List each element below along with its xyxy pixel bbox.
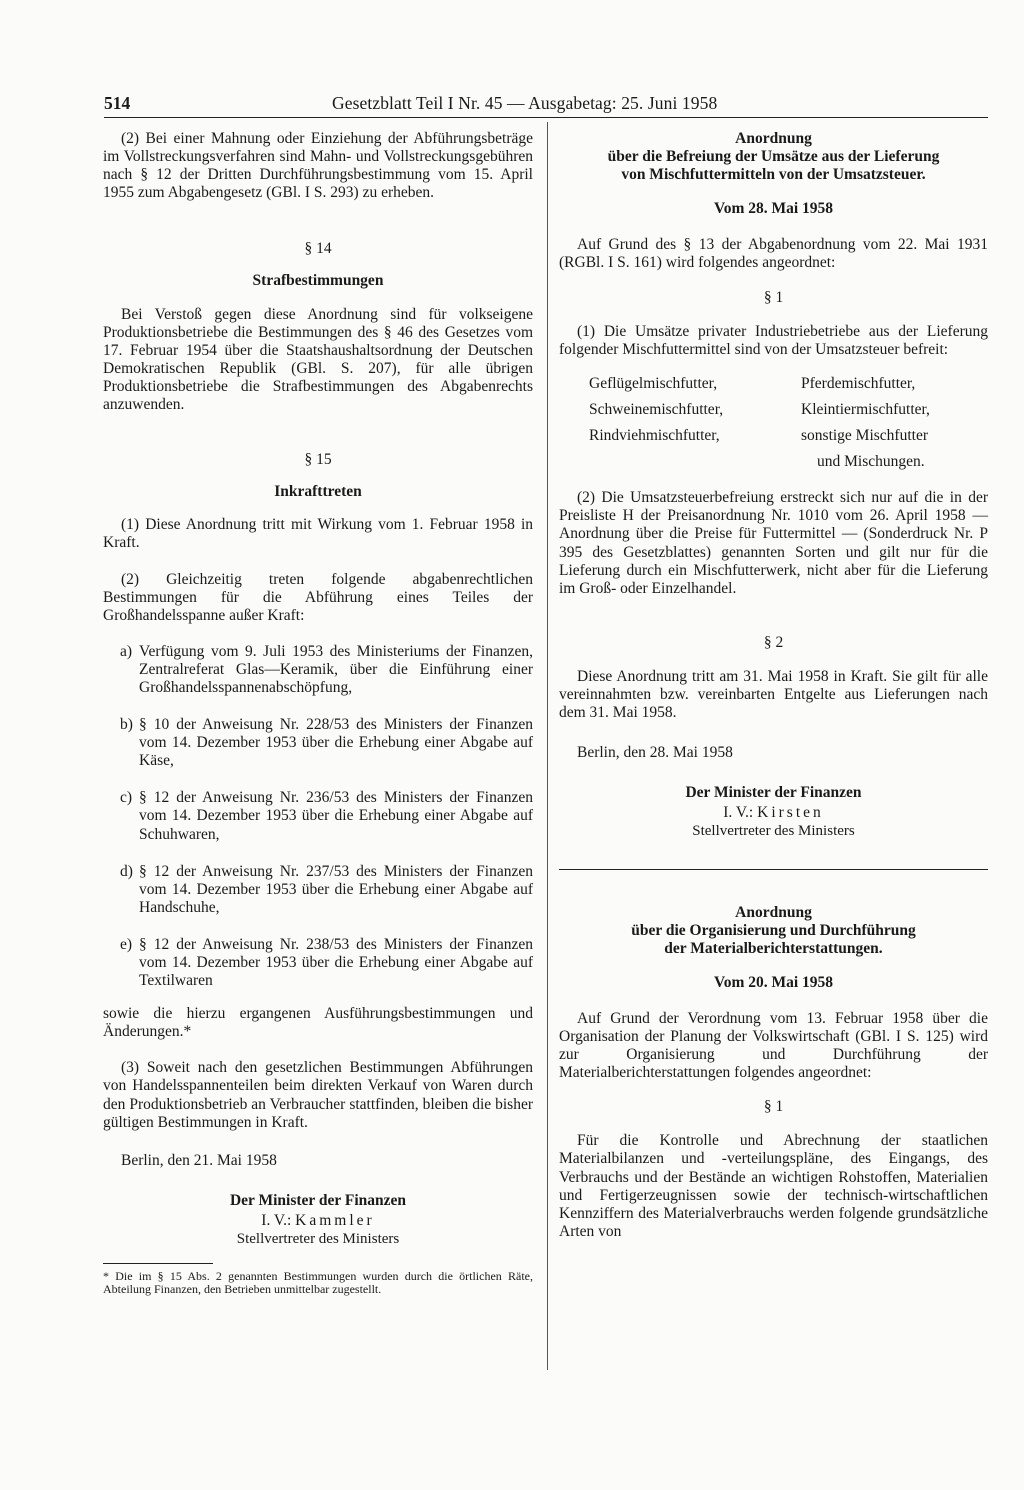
- right-column: [559, 130, 988, 1241]
- signatory-name: Kirsten: [757, 804, 824, 822]
- ordinance-1-subtitle: über die Befreiung der Umsätze aus der Lieferung: [607, 148, 940, 166]
- list-item-label: e): [120, 935, 133, 953]
- paragraph-2: (2) Bei einer Mahnung oder Einziehung der Abführungsbeträge im Vollstreckungsverfahren sind Mahn- und Vollstreckungsgebühren nach § 12 der Dritten Durchführungsbestimmung vom 15. April 1955 zum Abgabengesetz (GBl. I S. 293) zu erheben.: [103, 130, 533, 202]
- feed-item: Rindviehmischfutter,: [589, 427, 720, 445]
- list-item-text: § 12 der Anweisung Nr. 237/53 des Ministers der Finanzen vom 14. Dezember 1953 über die Erhebung einer Abgabe auf Handschuhe,: [139, 862, 533, 916]
- ordinance-1-signature-name: [559, 804, 988, 822]
- feed-item: Geflügelmischfutter,: [589, 374, 718, 392]
- signatory-name: Kammler: [295, 1211, 375, 1229]
- list-item-text: § 12 der Anweisung Nr. 236/53 des Ministers der Finanzen vom 14. Dezember 1953 über die Erhebung einer Abgabe auf Schuhwaren,: [139, 789, 533, 843]
- ordinance-1-section-1-para-1: (1) Die Umsätze privater Industriebetriebe aus der Lieferung folgender Mischfuttermittel sind von der Umsatzsteuer befreit:: [559, 322, 988, 358]
- list-item: [120, 789, 533, 843]
- signature-prefix: I. V.:: [261, 1211, 292, 1229]
- ordinance-2-section-1-number: § 1: [763, 1098, 784, 1116]
- section-15-para-2: (2) Gleichzeitig treten folgende abgabenrechtlichen Bestimmungen für die Abführung eines Teiles der Großhandelsspanne außer Kraft:: [103, 570, 533, 624]
- list-item: [120, 936, 533, 990]
- list-item-text: Verfügung vom 9. Juli 1953 des Ministeriums der Finanzen, Zentralreferat Glas—Keramik, über die Einführung einer Großhandelsspannenabschöpfung,: [139, 642, 533, 696]
- gazette-title: Gesetzblatt Teil I Nr. 45 — Ausgabetag: 25. Juni 1958: [332, 93, 718, 113]
- section-14-title: Strafbestimmungen: [252, 272, 384, 290]
- ordinance-1-signature-role: Stellvertreter des Ministers: [692, 823, 855, 840]
- ordinance-1-section-1-number: § 1: [763, 288, 784, 306]
- feed-item: Kleintiermischfutter,: [801, 400, 930, 418]
- ordinance-1-section-2-number: § 2: [763, 633, 784, 651]
- section-15-para-1: (1) Diese Anordnung tritt mit Wirkung vom 1. Februar 1958 in Kraft.: [103, 516, 533, 552]
- list-item-text: § 12 der Anweisung Nr. 238/53 des Ministers der Finanzen vom 14. Dezember 1953 über die Erhebung einer Abgabe auf Textilwaren: [139, 935, 533, 990]
- signature-title: Der Minister der Finanzen: [229, 1191, 407, 1209]
- ordinance-2-preamble: Auf Grund der Verordnung vom 13. Februar 1958 über die Organisation der Planung der Volkswirtschaft (GBl. I S. 125) wird zur Organisierung und Durchführung der Materialberichterstattungen folgendes angeordnet:: [559, 1009, 988, 1082]
- list-item-label: d): [120, 862, 133, 880]
- ordinance-2-date: Vom 20. Mai 1958: [713, 973, 834, 991]
- left-column: [103, 130, 533, 1295]
- list-item-label: b): [120, 716, 133, 734]
- list-item: [120, 863, 533, 917]
- section-14-text: Bei Verstoß gegen diese Anordnung sind für volkseigene Produktionsbetriebe die Bestimmungen des § 46 des Gesetzes vom 17. Februar 1954 über die Staatshaushaltsordnung der Deutschen Demokratischen Republik (GBl. S. 207), für alle übrigen Produktionsbetriebe die Strafbestimmungen des Abgabenrechts anzuwenden.: [103, 305, 533, 414]
- feed-item: Schweinemischfutter,: [589, 400, 724, 418]
- ordinance-1-place-date: Berlin, den 28. Mai 1958: [577, 744, 733, 762]
- list-item: [120, 716, 533, 770]
- ordinance-2-subtitle: der Materialberichterstattungen.: [664, 939, 883, 957]
- ordinance-1-date: Vom 28. Mai 1958: [713, 200, 834, 218]
- signature-prefix: I. V.:: [723, 804, 754, 822]
- feed-item: sonstige Mischfutter: [801, 427, 928, 445]
- list-item-label: c): [120, 789, 133, 807]
- signature-name: [103, 1212, 533, 1230]
- section-15-number: § 15: [304, 451, 332, 469]
- ordinance-1-signature-title: Der Minister der Finanzen: [685, 784, 862, 802]
- footnote-rule: [103, 1263, 213, 1264]
- ordinance-2-heading: Anordnung: [735, 903, 812, 921]
- place-date: Berlin, den 21. Mai 1958: [121, 1151, 277, 1169]
- after-list-text: sowie die hierzu ergangenen Ausführungsbestimmungen und Änderungen.*: [103, 1005, 533, 1041]
- ordinance-1-section-2-text: Diese Anordnung tritt am 31. Mai 1958 in Kraft. Sie gilt für alle vereinnahmten bzw. vereinbarten Entgelte aus Lieferungen nach dem 31. Mai 1958.: [559, 667, 988, 722]
- ordinance-1-subtitle: von Mischfuttermitteln von der Umsatzsteuer.: [621, 166, 926, 184]
- feed-item: und Mischungen.: [817, 453, 925, 471]
- ordinance-separator: [559, 869, 988, 870]
- footnote: * Die im § 15 Abs. 2 genannten Bestimmungen wurden durch die örtlichen Räte, Abteilung Finanzen, den Betrieben unmittelbar zugestellt.: [103, 1269, 533, 1296]
- signature-role: Stellvertreter des Ministers: [236, 1231, 400, 1248]
- section-15-title: Inkrafttreten: [274, 483, 362, 501]
- ordinance-2-subtitle: über die Organisierung und Durchführung: [631, 921, 916, 939]
- list-item-label: a): [120, 642, 133, 660]
- feed-list: [589, 375, 988, 471]
- list-item-text: § 10 der Anweisung Nr. 228/53 des Ministers der Finanzen vom 14. Dezember 1953 über die Erhebung einer Abgabe auf Käse,: [139, 716, 533, 770]
- section-15-para-3: (3) Soweit nach den gesetzlichen Bestimmungen Abführungen von Handelsspannenteilen beim direkten Verkauf von Waren durch den Produktionsbetrieb an Verbraucher stattfinden, bleiben die bisher gültigen Bestimmungen in Kraft.: [103, 1059, 533, 1131]
- repealed-list: [120, 643, 533, 990]
- ordinance-2-section-1-text: Für die Kontrolle und Abrechnung der staatlichen Materialbilanzen und -verteilungspläne, des Eingangs, des Verbrauchs und der Bestände an wichtigen Rohstoffen, Materialien und Fertigerzeugnissen sowie der technisch-wirtschaftlichen Kennziffern des Materialverbrauchs werden folgende grundsätzliche Arten von: [559, 1132, 988, 1240]
- ordinance-1-heading: Anordnung: [735, 130, 812, 147]
- page-number: 514: [104, 93, 131, 113]
- section-14-number: § 14: [304, 240, 332, 258]
- list-item: [120, 643, 533, 697]
- ordinance-1-section-1-para-2: (2) Die Umsatzsteuerbefreiung erstreckt sich nur auf die in der Preisliste H der Preisanordnung Nr. 1010 vom 26. April 1958 — Anordnung über die Preise für Futtermittel — (Sonderdruck Nr. P 395 des Gesetzblattes) genannten Sorten und gilt nur für die Lieferung durch ein Mischfutterwerk, nicht aber für die Lieferung im Groß- oder Einzelhandel.: [559, 489, 988, 597]
- ordinance-1-preamble: Auf Grund des § 13 der Abgabenordnung vom 22. Mai 1931 (RGBl. I S. 161) wird folgendes angeordnet:: [559, 236, 988, 272]
- page-header: [104, 91, 988, 118]
- feed-item: Pferdemischfutter,: [801, 374, 916, 392]
- column-divider: [547, 122, 548, 1370]
